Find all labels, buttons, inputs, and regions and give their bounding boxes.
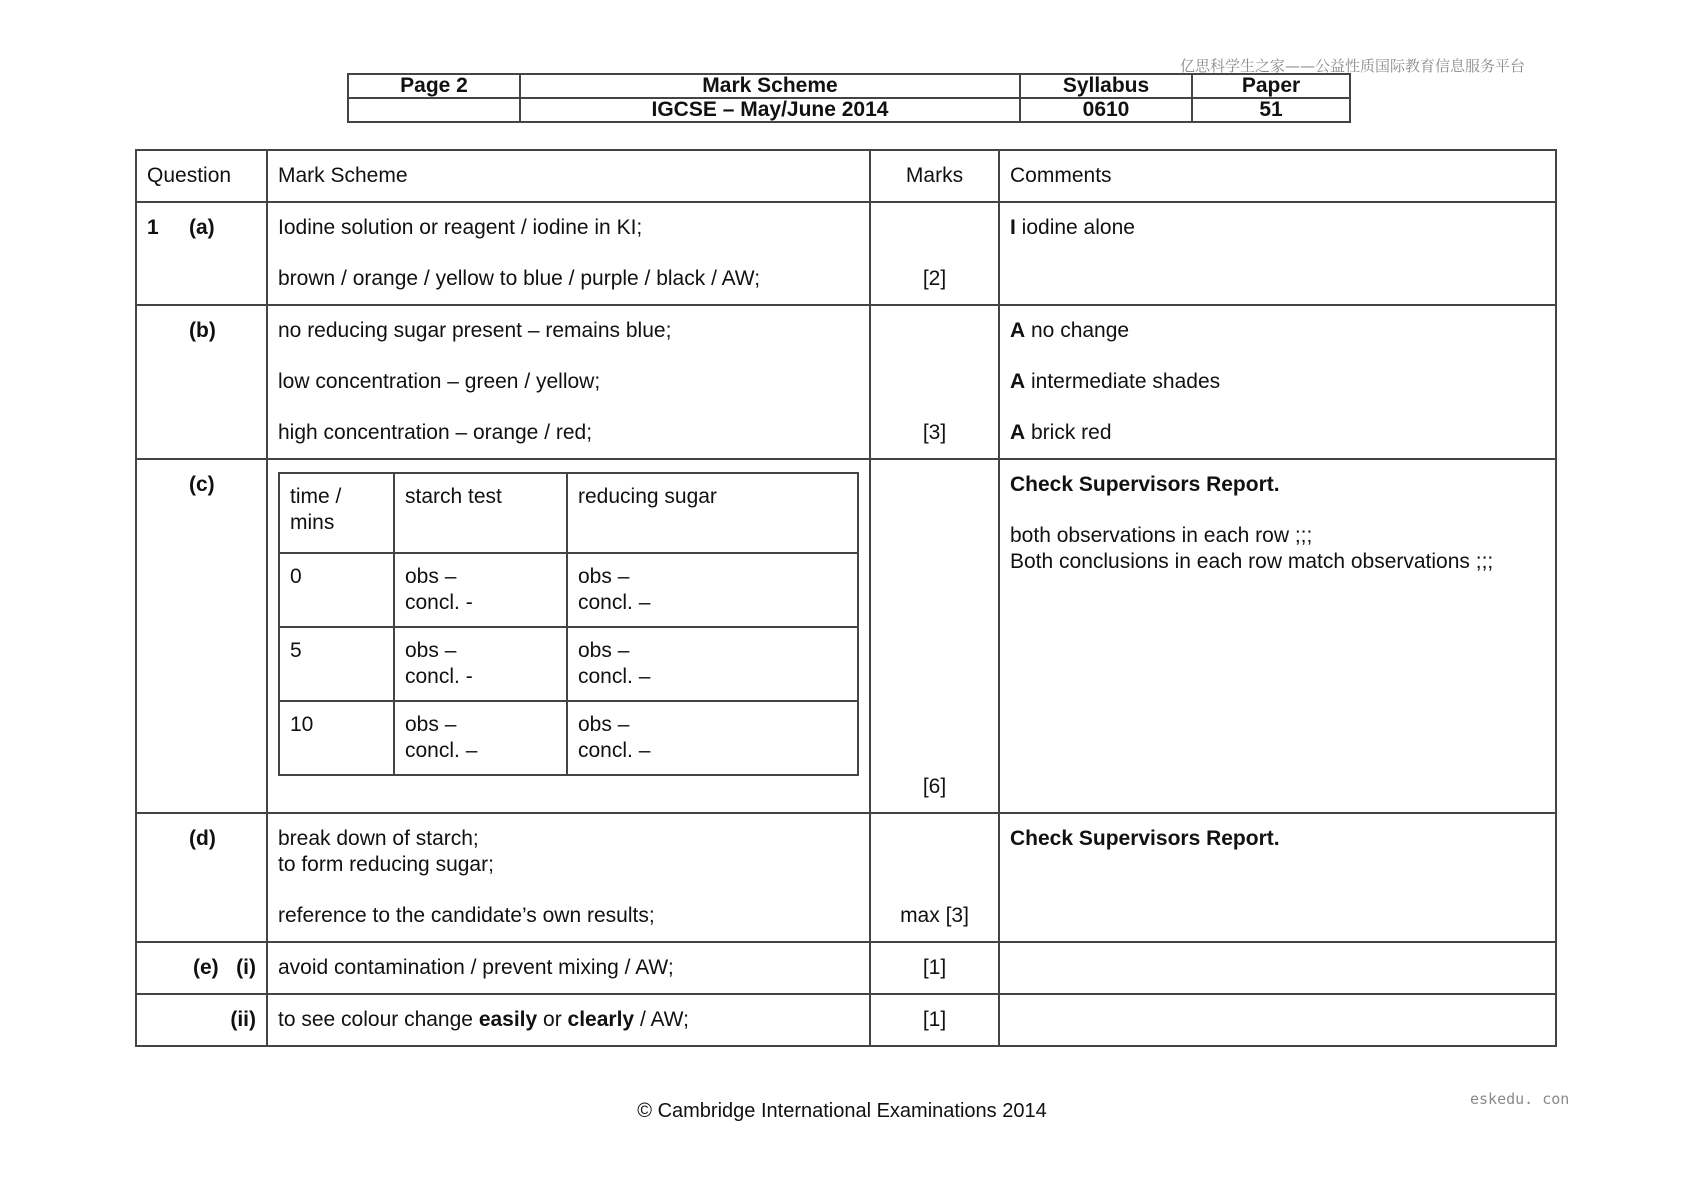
question-part-c: (c)	[189, 473, 215, 496]
header-empty	[348, 98, 520, 122]
comment-title: Check Supervisors Report.	[1010, 827, 1280, 850]
results-time: 0	[279, 553, 394, 627]
starch-obs: obs –	[405, 713, 457, 736]
table-row-1e-ii	[136, 994, 1556, 1046]
scheme-line: Iodine solution or reagent / iodine in KI;	[278, 216, 643, 239]
scheme-bold: clearly	[567, 1008, 635, 1031]
results-header-starch: starch test	[394, 473, 567, 553]
comment-prefix: I	[1010, 216, 1016, 239]
header-paper-number: 51	[1192, 98, 1350, 122]
comment-text: no change	[1025, 319, 1130, 342]
scheme-cell-1b	[267, 305, 870, 459]
results-sugar	[567, 701, 858, 775]
question-sub-ii: (ii)	[230, 1008, 256, 1031]
results-row	[279, 553, 858, 627]
sugar-concl: concl. –	[578, 739, 651, 762]
copyright-footer: © Cambridge International Examinations 2014	[637, 1100, 1047, 1122]
comment-prefix: A	[1010, 319, 1026, 342]
scheme-cell-1d	[267, 813, 870, 942]
results-row	[279, 701, 858, 775]
starch-concl: concl. -	[405, 665, 473, 688]
marks-cell-1a: [2]	[870, 202, 999, 305]
results-sugar	[567, 553, 858, 627]
comments-cell-1b	[999, 305, 1556, 459]
scheme-line: no reducing sugar present – remains blue;	[278, 319, 672, 342]
starch-concl: concl. -	[405, 591, 473, 614]
results-table	[278, 472, 859, 776]
results-starch	[394, 701, 567, 775]
scheme-line: low concentration – green / yellow;	[278, 370, 601, 393]
comment-text: Both conclusions in each row match observations ;;;	[1010, 550, 1494, 573]
question-cell-1c	[136, 459, 267, 813]
comments-cell-1e-ii	[999, 994, 1556, 1046]
question-sub-i: (i)	[236, 956, 256, 979]
scheme-line: to form reducing sugar;	[278, 853, 494, 876]
scheme-bold: easily	[478, 1008, 538, 1031]
question-part-b: (b)	[189, 319, 216, 342]
scheme-text: or	[537, 1008, 568, 1031]
col-header-mark-scheme: Mark Scheme	[267, 150, 870, 202]
table-row-1a	[136, 202, 1556, 305]
question-part-d: (d)	[189, 827, 216, 850]
header-syllabus-label: Syllabus	[1020, 74, 1192, 98]
question-cell-1e-ii	[136, 994, 267, 1046]
comment-text: iodine alone	[1015, 216, 1135, 239]
scheme-line: reference to the candidate’s own results;	[278, 904, 655, 927]
table-row-1d	[136, 813, 1556, 942]
question-cell-1e-i	[136, 942, 267, 994]
results-header-sugar: reducing sugar	[567, 473, 858, 553]
starch-concl: concl. –	[405, 739, 478, 762]
comment-title: Check Supervisors Report.	[1010, 473, 1280, 496]
comments-cell-1c	[999, 459, 1556, 813]
marks-cell-1e-ii: [1]	[870, 994, 999, 1046]
question-cell-1b	[136, 305, 267, 459]
starch-obs: obs –	[405, 639, 457, 662]
comment-text: brick red	[1025, 421, 1112, 444]
results-row	[279, 627, 858, 701]
watermark-top: 亿思科学生之家——公益性质国际教育信息服务平台	[1180, 57, 1526, 75]
mark-scheme-table	[135, 149, 1557, 1047]
col-header-question: Question	[136, 150, 267, 202]
page-header-table	[347, 73, 1351, 123]
scheme-line: break down of starch;	[278, 827, 479, 850]
comments-cell-1e-i	[999, 942, 1556, 994]
sugar-concl: concl. –	[578, 665, 651, 688]
table-row-1c	[136, 459, 1556, 813]
marks-cell-1d: max [3]	[870, 813, 999, 942]
question-cell-1d	[136, 813, 267, 942]
scheme-cell-1e-i: avoid contamination / prevent mixing / AW;	[267, 942, 870, 994]
scheme-cell-1a	[267, 202, 870, 305]
table-header-row	[136, 150, 1556, 202]
results-time: 10	[279, 701, 394, 775]
scheme-cell-1c	[267, 459, 870, 813]
table-row-1b	[136, 305, 1556, 459]
header-syllabus-code: 0610	[1020, 98, 1192, 122]
marks-cell-1e-i: [1]	[870, 942, 999, 994]
question-cell-1a	[136, 202, 267, 305]
results-sugar	[567, 627, 858, 701]
question-part-e: (e)	[192, 956, 219, 979]
sugar-obs: obs –	[578, 713, 630, 736]
comments-cell-1d	[999, 813, 1556, 942]
comment-text: intermediate shades	[1025, 370, 1221, 393]
results-starch	[394, 553, 567, 627]
marks-cell-1b: [3]	[870, 305, 999, 459]
sugar-obs: obs –	[578, 639, 630, 662]
scheme-text: to see colour change	[278, 1008, 479, 1031]
results-header-time: time / mins	[279, 473, 394, 553]
table-row-1e-i	[136, 942, 1556, 994]
sugar-concl: concl. –	[578, 591, 651, 614]
results-starch	[394, 627, 567, 701]
question-part-a: (a)	[189, 216, 215, 239]
sugar-obs: obs –	[578, 565, 630, 588]
comment-text: both observations in each row ;;;	[1010, 524, 1313, 547]
marks-cell-1c: [6]	[870, 459, 999, 813]
comment-prefix: A	[1010, 370, 1026, 393]
comment-prefix: A	[1010, 421, 1026, 444]
header-paper-label: Paper	[1192, 74, 1350, 98]
starch-obs: obs –	[405, 565, 457, 588]
scheme-text: / AW;	[634, 1008, 689, 1031]
col-header-comments: Comments	[999, 150, 1556, 202]
header-exam: IGCSE – May/June 2014	[520, 98, 1020, 122]
results-time: 5	[279, 627, 394, 701]
scheme-cell-1e-ii	[267, 994, 870, 1046]
question-number: 1	[147, 216, 159, 239]
comments-cell-1a	[999, 202, 1556, 305]
scheme-line: high concentration – orange / red;	[278, 421, 593, 444]
col-header-marks: Marks	[870, 150, 999, 202]
scheme-line: brown / orange / yellow to blue / purple / black / AW;	[278, 267, 761, 290]
results-header-row	[279, 473, 858, 553]
watermark-bottom: eskedu. con	[1470, 1090, 1570, 1108]
header-page: Page 2	[348, 74, 520, 98]
header-title-label: Mark Scheme	[520, 74, 1020, 98]
